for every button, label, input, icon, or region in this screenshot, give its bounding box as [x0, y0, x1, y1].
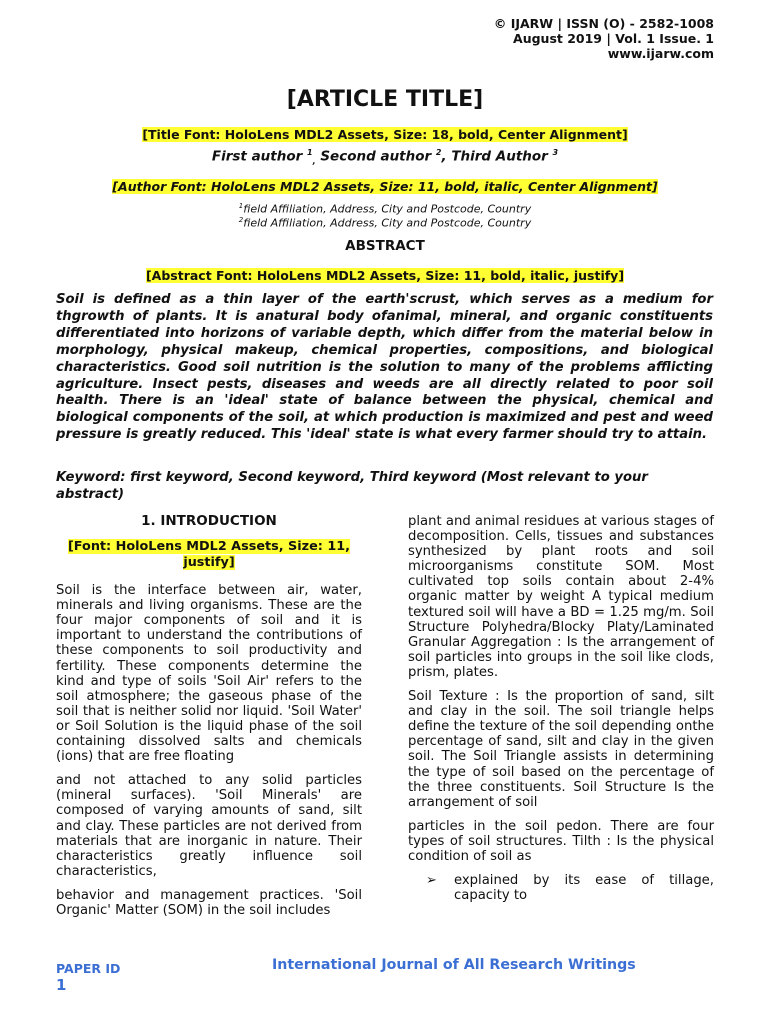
bullet-item: [426, 873, 714, 903]
abstract-note-wrap: [0, 265, 770, 284]
second-author: Second author: [320, 148, 432, 165]
intro-paragraph: and not attached to any solid particles (mineral surfaces). 'Soil Minerals' are composed of varying amounts of sand, silt and clay. These particles are not derived from materials that are inorganic in nature. Their characteristics greatly influence soil characteristics,: [56, 773, 362, 879]
author-font-note: [Author Font: HoloLens MDL2 Assets, Size: 11, bold, italic, Center Alignment]: [112, 179, 658, 194]
third-author: Third Author: [451, 148, 548, 165]
author-line: First author $^1_,$ Second author $^2$, Third Author $^3$: [211, 148, 559, 167]
affiliation-1-sup: 1: [238, 202, 244, 210]
affiliation-1: [0, 202, 770, 216]
second-author-sup: 2: [435, 148, 442, 157]
header-website: www.ijarw.com: [607, 46, 714, 61]
intro-paragraph: Soil is the interface between air, water, minerals and living organisms. These are the four major components of soil and it is important to understand the contributions of these components to soil productivity and fertility. These components determine the kind and type of soils 'Soil Air' refers to the soil atmosphere; the gaseous phase of the soil that is neither solid nor liquid. 'Soil Water' or Soil Solution is the liquid phase of the soil containing dissolved salts and chemicals (ions) that are free floating: [56, 583, 362, 765]
title-font-note: [Title Font: HoloLens MDL2 Assets, Size: 18, bold, Center Alignment]: [142, 127, 628, 142]
intro-paragraph: plant and animal residues at various stages of decomposition. Cells, tissues and substances synthesized by plant roots and soil microorganisms constitute SOM. Most cultivated top soils contain about 2-4% organic matter by weight A typical medium textured soil will have a BD = 1.25 mg/m. Soil Structure Polyhedra/Blocky Platy/Laminated Granular Aggregation : Is the arrangement of soil particles into groups in the soil like clods, prism, plates.: [408, 514, 714, 680]
header-issue: August 2019 | Vol. 1 Issue. 1: [513, 31, 714, 46]
intro-font-note-wrap: [56, 539, 362, 571]
page-number: 1: [56, 976, 67, 994]
intro-heading: 1. INTRODUCTION: [141, 513, 277, 529]
paper-id: [56, 960, 120, 994]
first-author: First author: [211, 148, 303, 165]
author-note-wrap: [0, 176, 770, 195]
affiliation-2-text: field Affiliation, Address, City and Postcode, Country: [243, 216, 532, 230]
affiliation-2-sup: 2: [238, 216, 244, 224]
title-note-wrap: [0, 124, 770, 143]
intro-column-right: [408, 514, 714, 903]
intro-column-left: [56, 514, 362, 927]
intro-font-note: [Font: HoloLens MDL2 Assets, Size: 11, justify]: [67, 539, 351, 571]
keywords: Keyword: first keyword, Second keyword, Third keyword (Most relevant to your abstract): [56, 470, 648, 502]
intro-paragraph: particles in the soil pedon. There are four types of soil structures. Tilth : Is the physical condition of soil as: [408, 818, 714, 864]
intro-paragraph: Soil Texture : Is the proportion of sand, silt and clay in the soil. The soil triangle helps define the texture of the soil depending onthe percentage of sand, silt and clay in the given soil. The Soil Triangle assists in determining the type of soil based on the percentage of the three constituents. Soil Structure Is the arrangement of soil: [408, 689, 714, 810]
header-issn: © IJARW | ISSN (O) - 2582-1008: [493, 16, 714, 31]
article-title: [ARTICLE TITLE]: [286, 87, 484, 112]
third-author-sup: 3: [552, 148, 559, 157]
journal-header: [494, 16, 714, 61]
abstract-heading: ABSTRACT: [345, 238, 425, 254]
affiliation-2: [0, 216, 770, 230]
bullet-text: explained by its ease of tillage, capacity to: [454, 873, 714, 904]
journal-footer-name: International Journal of All Research Writings: [272, 957, 636, 973]
arrow-bullet-icon: ➢: [426, 873, 437, 889]
first-author-sup: 1: [307, 148, 313, 157]
abstract-font-note: [Abstract Font: HoloLens MDL2 Assets, Size: 11, bold, italic, justify]: [145, 268, 625, 283]
abstract-body: Soil is defined as a thin layer of the earth'scrust, which serves as a medium for thgrowth of plants. It is anatural body ofanimal, mineral, and organic constituents differentiated into horizons of variable depth, which differ from the material below in morphology, physical makeup, chemical properties, compositions, and biological characteristics. Good soil nutrition is the solution to many of the problems afflicting agriculture. Insect pests, diseases and weeds are all directly related to poor soil health. There is an 'ideal' state of balance between the physical, chemical and biological components of the soil, at which production is maximized and pest and weed pressure is greatly reduced. This 'ideal' state is what every farmer should try to attain.: [56, 292, 713, 443]
paper-id-label: PAPER ID: [56, 961, 121, 976]
affiliation-1-text: field Affiliation, Address, City and Postcode, Country: [243, 202, 532, 216]
intro-paragraph: behavior and management practices. 'Soil Organic' Matter (SOM) in the soil includes: [56, 887, 362, 918]
